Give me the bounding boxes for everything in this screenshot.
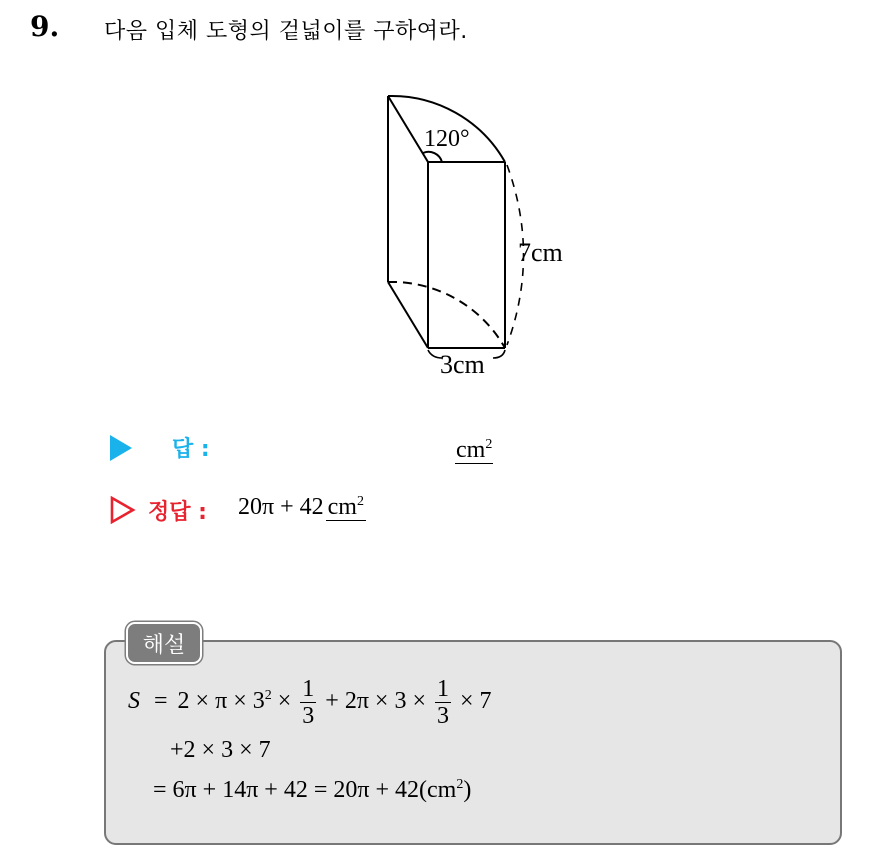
- angle-label: 120°: [424, 126, 470, 152]
- fraction-1: $\frac{1}{3}$: [302, 676, 315, 729]
- final-expression: = 6π + 14π + 42 = 20π + 42(cm: [153, 777, 457, 803]
- solution-tag: 해설: [126, 622, 202, 664]
- solid-figure: [380, 80, 600, 380]
- final-exponent: 2: [456, 777, 464, 792]
- solution-line-3: [153, 777, 471, 804]
- solid-triangle-right-icon: [110, 435, 132, 461]
- fraction-2: $\frac{1}{3}$: [437, 676, 450, 729]
- term-1-exponent: 2: [264, 688, 272, 704]
- question-number: 9.: [30, 10, 60, 43]
- term-2: + 2π × 3 ×: [325, 688, 427, 715]
- correct-answer-row: [110, 494, 530, 530]
- bottom-left-edge: [388, 282, 428, 348]
- answer-unit: cm: [456, 437, 486, 463]
- height-label: 7cm: [518, 238, 563, 267]
- correct-value: [238, 494, 366, 521]
- top-left-edge: [388, 96, 428, 162]
- solution-line-2: +2 × 3 × 7: [170, 737, 271, 763]
- width-label: 3cm: [440, 350, 485, 379]
- equals-sign: =: [154, 688, 168, 715]
- answer-input-blank[interactable]: [455, 432, 493, 464]
- bottom-hidden-arc: [388, 282, 505, 348]
- times-sign: ×: [271, 688, 292, 715]
- correct-unit: $cm^2$: [327, 494, 364, 520]
- surface-area-symbol: S: [128, 688, 140, 715]
- answer-row: [110, 430, 530, 466]
- closing-paren: ): [463, 777, 472, 803]
- correct-value-expression: 20π + 42: [238, 494, 324, 520]
- answer-unit-exponent: 2: [485, 437, 493, 452]
- correct-label: 정답 :: [148, 500, 207, 525]
- question-text: 다음 입체 도형의 겉넓이를 구하여라.: [104, 19, 468, 44]
- solution-line-1: [128, 676, 492, 729]
- outline-triangle-right-icon: [110, 496, 136, 524]
- term-3: × 7: [460, 688, 492, 715]
- term-1: 2 × π × 3: [177, 688, 265, 715]
- answer-label: 답 :: [172, 437, 210, 462]
